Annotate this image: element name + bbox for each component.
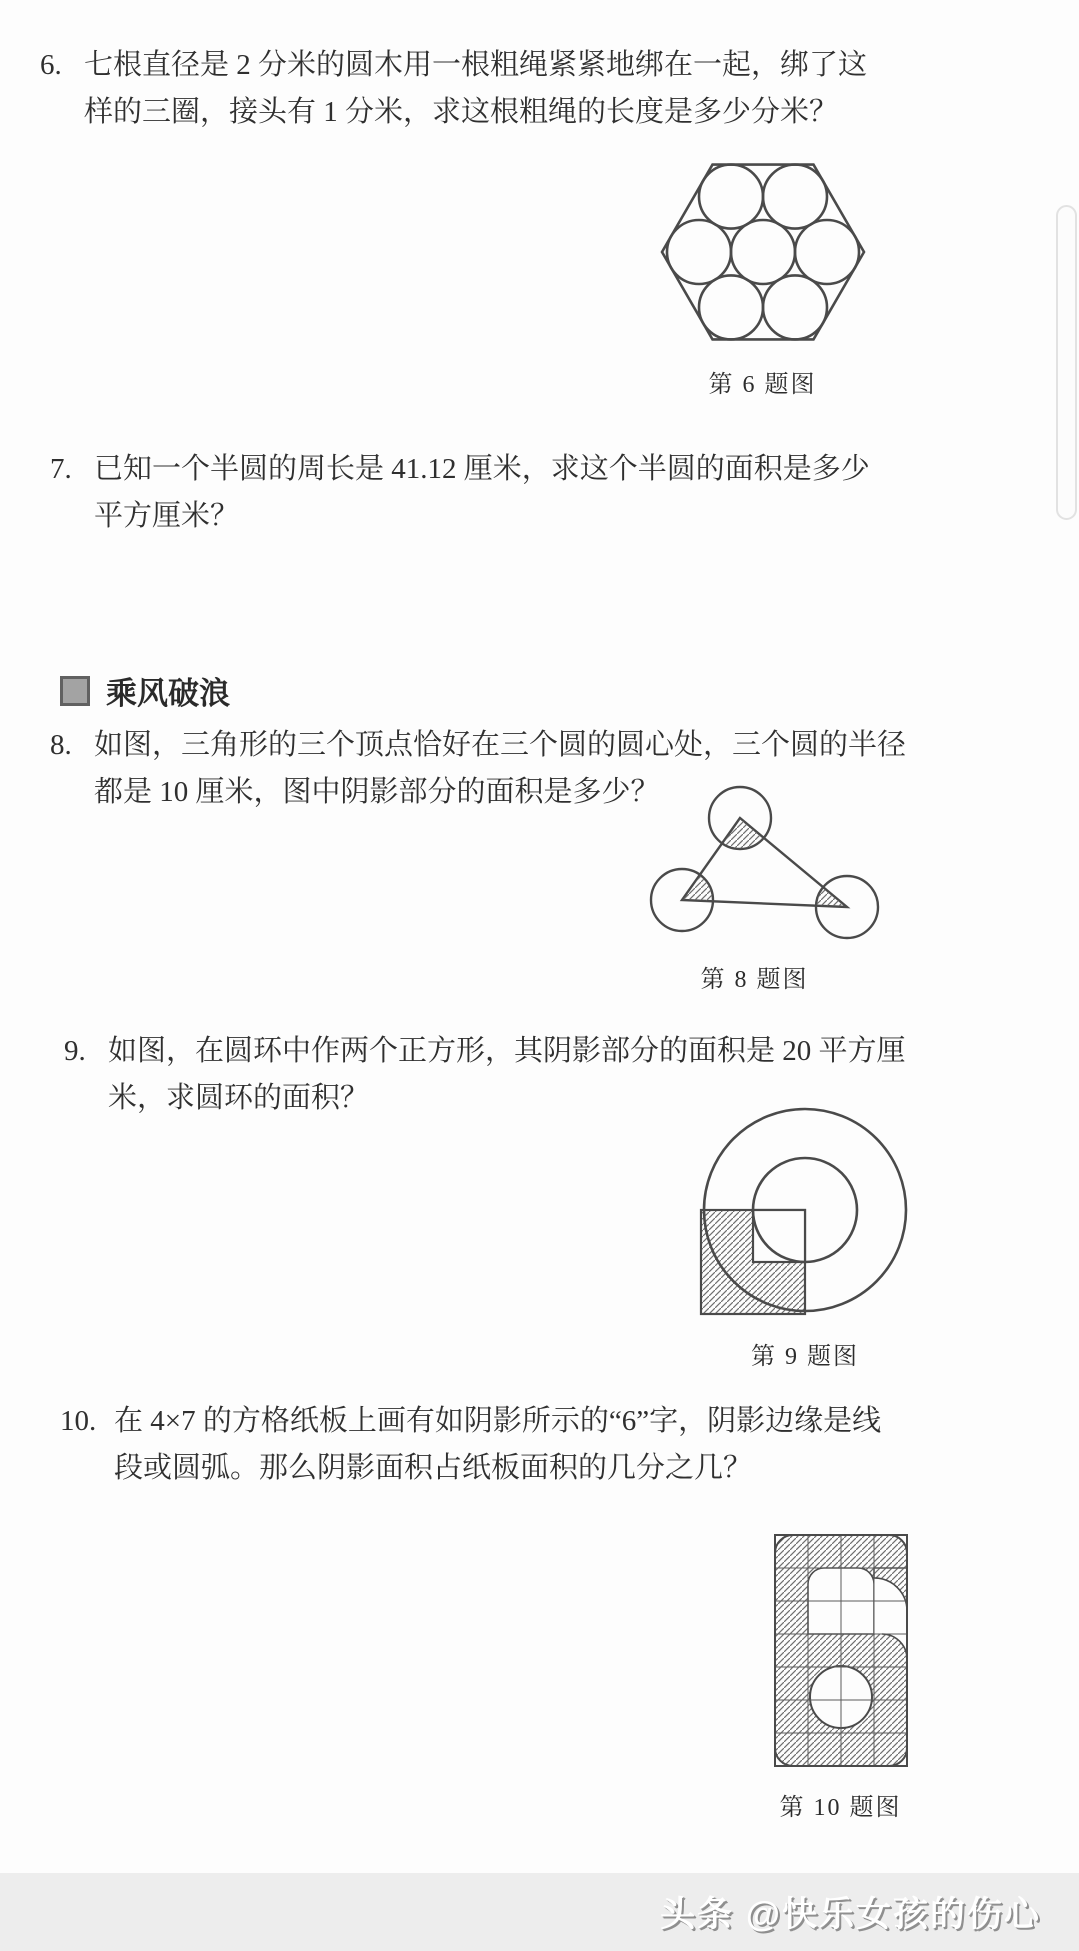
problem-7-line-1: 已知一个半圆的周长是 41.12 厘米，求这个半圆的面积是多少 bbox=[94, 453, 870, 485]
figure-8 bbox=[612, 768, 897, 994]
problem-9-number: 9. bbox=[64, 1035, 86, 1067]
figure-8-triangle-circles-diagram bbox=[617, 768, 892, 953]
problem-6-line-2: 样的三圈，接头有 1 分米，求这根粗绳的长度是多少分米？ bbox=[84, 96, 839, 128]
problem-10-line-1: 在 4×7 的方格纸板上画有如阴影所示的“6”字，阴影边缘是线 bbox=[114, 1405, 882, 1437]
problem-6-text bbox=[84, 42, 1020, 136]
log-circle bbox=[731, 220, 795, 284]
problem-6-line-1: 七根直径是 2 分米的圆木用一根粗绳紧紧地绑在一起，绑了这 bbox=[84, 49, 868, 81]
scrollbar[interactable] bbox=[1056, 205, 1077, 520]
section-marker-icon bbox=[60, 676, 90, 706]
watermark-bar bbox=[0, 1873, 1079, 1951]
shaded-sector-left bbox=[682, 875, 713, 902]
problem-10-number: 10. bbox=[60, 1405, 97, 1437]
figure-6-rope-bundle-diagram bbox=[653, 156, 873, 348]
problem-10-text bbox=[114, 1398, 1050, 1492]
problem-9-line-1: 如图，在圆环中作两个正方形，其阴影部分的面积是 20 平方厘 bbox=[108, 1035, 906, 1067]
log-circle bbox=[795, 220, 859, 284]
log-circle bbox=[699, 275, 763, 339]
figure-8-caption: 第 8 题图 bbox=[700, 967, 809, 993]
log-circle bbox=[667, 220, 731, 284]
figure-6 bbox=[645, 156, 880, 399]
problem-8-text bbox=[94, 722, 1040, 816]
problem-8-line-1: 如图，三角形的三个顶点恰好在三个圆的圆心处，三个圆的半径 bbox=[94, 729, 907, 761]
figure-9-caption: 第 9 题图 bbox=[751, 1344, 859, 1370]
problem-7-text bbox=[94, 446, 1010, 540]
watermark-text: 头条 @快乐女孩的伤心 bbox=[660, 1895, 1041, 1934]
section-header bbox=[60, 668, 230, 713]
log-circle bbox=[699, 165, 763, 229]
shaded-sector-top bbox=[722, 818, 764, 849]
problem-8-line-2: 都是 10 厘米，图中阴影部分的面积是多少？ bbox=[94, 776, 660, 808]
problem-6 bbox=[40, 42, 1020, 136]
figure-10 bbox=[748, 1532, 933, 1822]
problem-9-line-2: 米，求圆环的面积？ bbox=[108, 1082, 370, 1114]
section-header-label: 乘风破浪 bbox=[106, 676, 230, 711]
problem-7 bbox=[50, 446, 1010, 540]
log-circle bbox=[763, 275, 827, 339]
problem-7-number: 7. bbox=[50, 453, 72, 485]
shaded-sector-right bbox=[816, 887, 847, 907]
problem-10-line-2: 段或圆弧。那么阴影面积占纸板面积的几分之几？ bbox=[114, 1452, 753, 1484]
problem-7-line-2: 平方厘米？ bbox=[94, 500, 240, 532]
figure-9-ring-squares-diagram bbox=[655, 1098, 955, 1326]
figure-10-caption: 第 10 题图 bbox=[779, 1795, 902, 1821]
problem-10 bbox=[60, 1398, 1050, 1492]
figure-10-grid-digit-diagram bbox=[772, 1532, 910, 1769]
problem-6-number: 6. bbox=[40, 49, 62, 81]
figure-9 bbox=[655, 1098, 955, 1371]
problem-8-number: 8. bbox=[50, 729, 72, 761]
figure-6-caption: 第 6 题图 bbox=[708, 372, 817, 398]
log-circle bbox=[763, 165, 827, 229]
